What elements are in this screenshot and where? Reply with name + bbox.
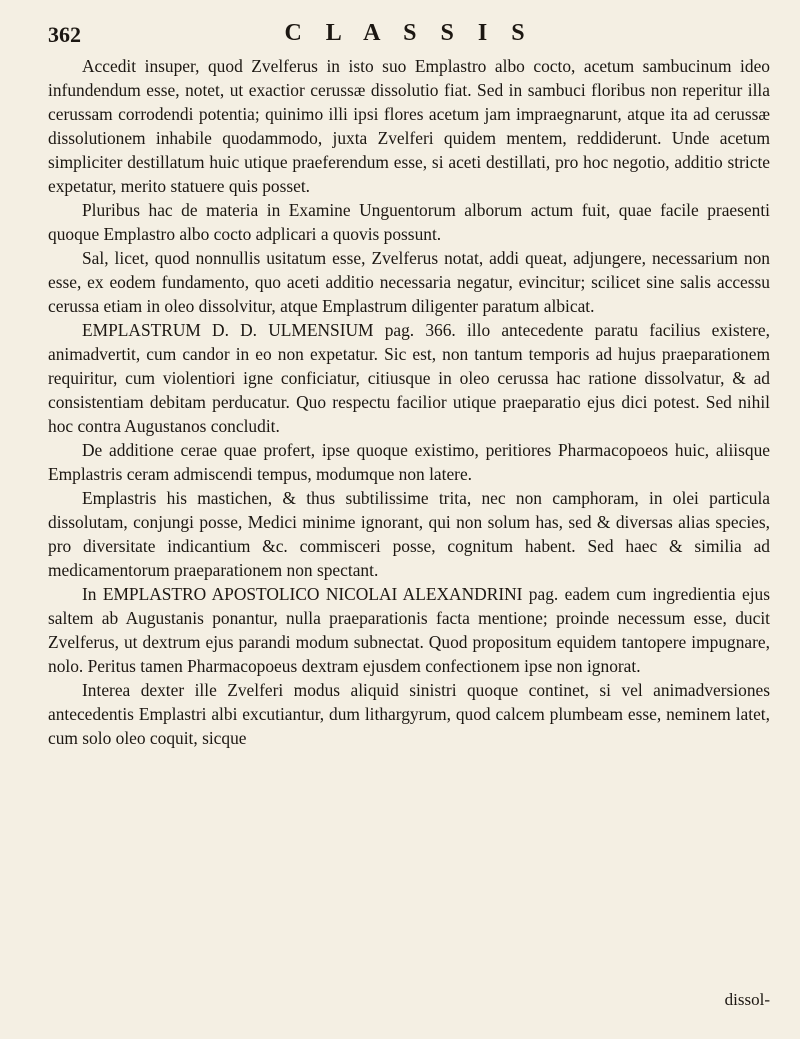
paragraph: Sal, licet, quod nonnullis usitatum esse, Zvelferus notat, addi queat, adjungere, necessarium non esse, ex eodem fundamento, quo aceti additio necessaria negatur, evincitur; scilicet sine salis accessu cerussa etiam in oleo dissolvitur, atque Emplastrum diligenter paratum albicat. — [48, 248, 770, 316]
catchword: dissol- — [724, 990, 770, 1009]
page-number: 362 — [48, 22, 81, 47]
paragraph: De additione cerae quae profert, ipse quoque existimo, peritiores Pharmacopoeos huic, aliisque Emplastris ceram admiscendi tempus, modumque non latere. — [48, 440, 770, 484]
page-header — [48, 20, 770, 54]
paragraph: Interea dexter ille Zvelferi modus aliquid sinistri quoque continet, si vel animadversiones antecedentis Emplastri albi excutiantur, dum lithargyrum, quod calcem plumbeam esse, neminem latet, cum solo oleo coquit, sicque — [48, 680, 770, 748]
running-head: C L A S S I S — [284, 20, 534, 46]
body-text — [48, 54, 770, 750]
paragraph: Emplastris his mastichen, & thus subtilissime trita, nec non camphoram, in olei particula dissolutam, conjungi posse, Medici minime ignorant, qui non solum has, sed & diversas alias species, pro diversitate indicantium &c. commisceri posse, cognitum habent. Sed haec & similia ad medicamentorum praeparationem non spectant. — [48, 488, 770, 580]
paragraph: EMPLASTRUM D. D. ULMENSIUM pag. 366. illo antecedente paratu facilius existere, animadvertit, cum candor in eo non expetatur. Sic est, non tantum temporis ad hujus praeparationem requiritur, cum violentiori igne conficiatur, citiusque in oleo cerussa hac ratione dissolvatur, & ad consistentiam debitam perducatur. Quo respectu facilior utique praeparatio ejus dici potest. Sed nihil hoc contra Augustanos concludit. — [48, 320, 770, 436]
paragraph: Pluribus hac de materia in Examine Unguentorum alborum actum fuit, quae facile praesenti quoque Emplastro albo cocto adplicari a quovis possunt. — [48, 200, 770, 244]
paragraph: Accedit insuper, quod Zvelferus in isto suo Emplastro albo cocto, acetum sambucinum ideo infundendum esse, notet, ut exactior cerussæ dissolutio fiat. Sed in sambuci floribus non reperitur illa cerussam corrodendi potentia; quinimo illi ipsi flores acetum jam impraegnarunt, atque ita ad cerussæ dissolutionem inhabile quodammodo, juxta Zvelferi quidem mentem, reddiderunt. Unde acetum simpliciter destillatum huic utique praeferendum esse, si aceti destillati, pro hoc negotio, additio stricte expetatur, merito statuere quis posset. — [48, 56, 770, 196]
paragraph: In EMPLASTRO APOSTOLICO NICOLAI ALEXANDRINI pag. eadem cum ingredientia ejus saltem ab Augustanis ponantur, nulla praeparationis facta mentione; proinde necessum esse, ducit Zvelferus, ut dextrum ejus parandi modum subnectat. Quod propositum equidem tantopere impugnare, nolo. Peritus tamen Pharmacopoeus dextram ejusdem confectionem ipse non ignorat. — [48, 584, 770, 676]
